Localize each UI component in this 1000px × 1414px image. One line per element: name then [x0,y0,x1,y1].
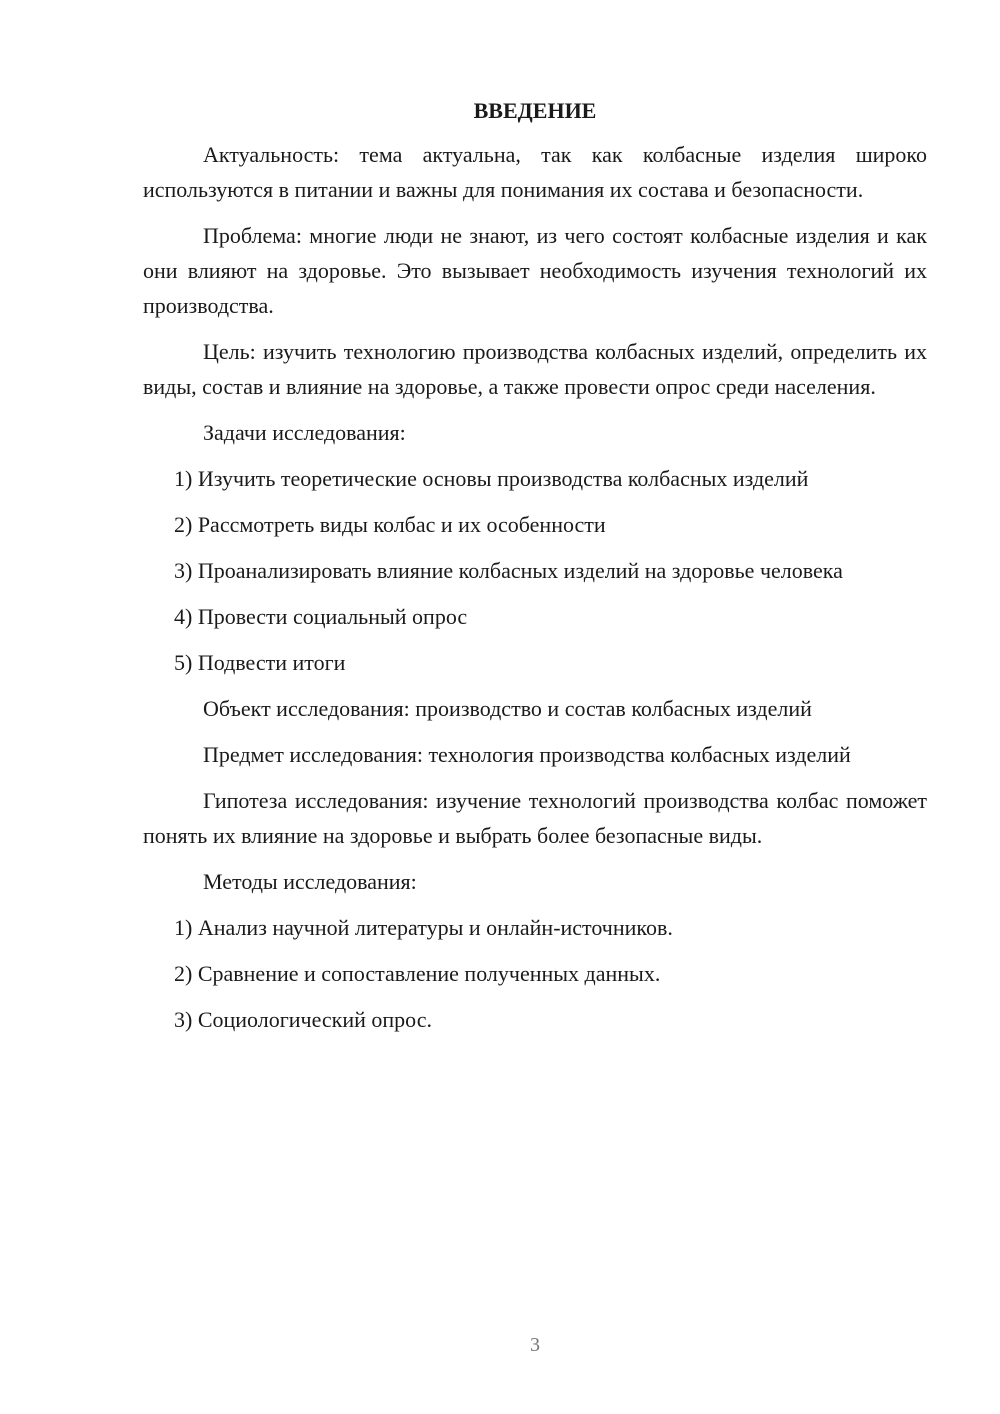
page-number: 3 [530,1334,540,1356]
method-item: 3) Социологический опрос. [174,1007,432,1032]
section-title: ВВЕДЕНИЕ [473,98,597,123]
object-paragraph: Объект исследования: производство и состав колбасных изделий [203,696,812,721]
page-content [143,96,927,1048]
problem-paragraph: Проблема: многие люди не знают, из чего состоят колбасные изделия и как они влияют на здоровье. Это вызывает необходимость изучения технологий их производства. [143,223,927,318]
goal-paragraph: Цель: изучить технологию производства колбасных изделий, определить их виды, состав и влияние на здоровье, а также провести опрос среди населения. [143,339,927,399]
method-item: 1) Анализ научной литературы и онлайн-источников. [174,915,673,940]
task-item: 3) Проанализировать влияние колбасных изделий на здоровье человека [174,558,843,583]
method-item: 2) Сравнение и сопоставление полученных данных. [174,961,661,986]
task-item: 4) Провести социальный опрос [174,604,468,629]
task-item: 5) Подвести итоги [174,650,346,675]
relevance-paragraph: Актуальность: тема актуальна, так как колбасные изделия широко используются в питании и важны для понимания их состава и безопасности. [143,142,927,202]
methods-heading: Методы исследования: [203,869,417,894]
hypothesis-paragraph: Гипотеза исследования: изучение технологий производства колбас поможет понять их влияние на здоровье и выбрать более безопасные виды. [143,788,927,848]
subject-paragraph: Предмет исследования: технология производства колбасных изделий [203,742,851,767]
tasks-heading: Задачи исследования: [203,420,406,445]
task-item: 1) Изучить теоретические основы производства колбасных изделий [174,466,809,491]
task-item: 2) Рассмотреть виды колбас и их особенности [174,512,606,537]
